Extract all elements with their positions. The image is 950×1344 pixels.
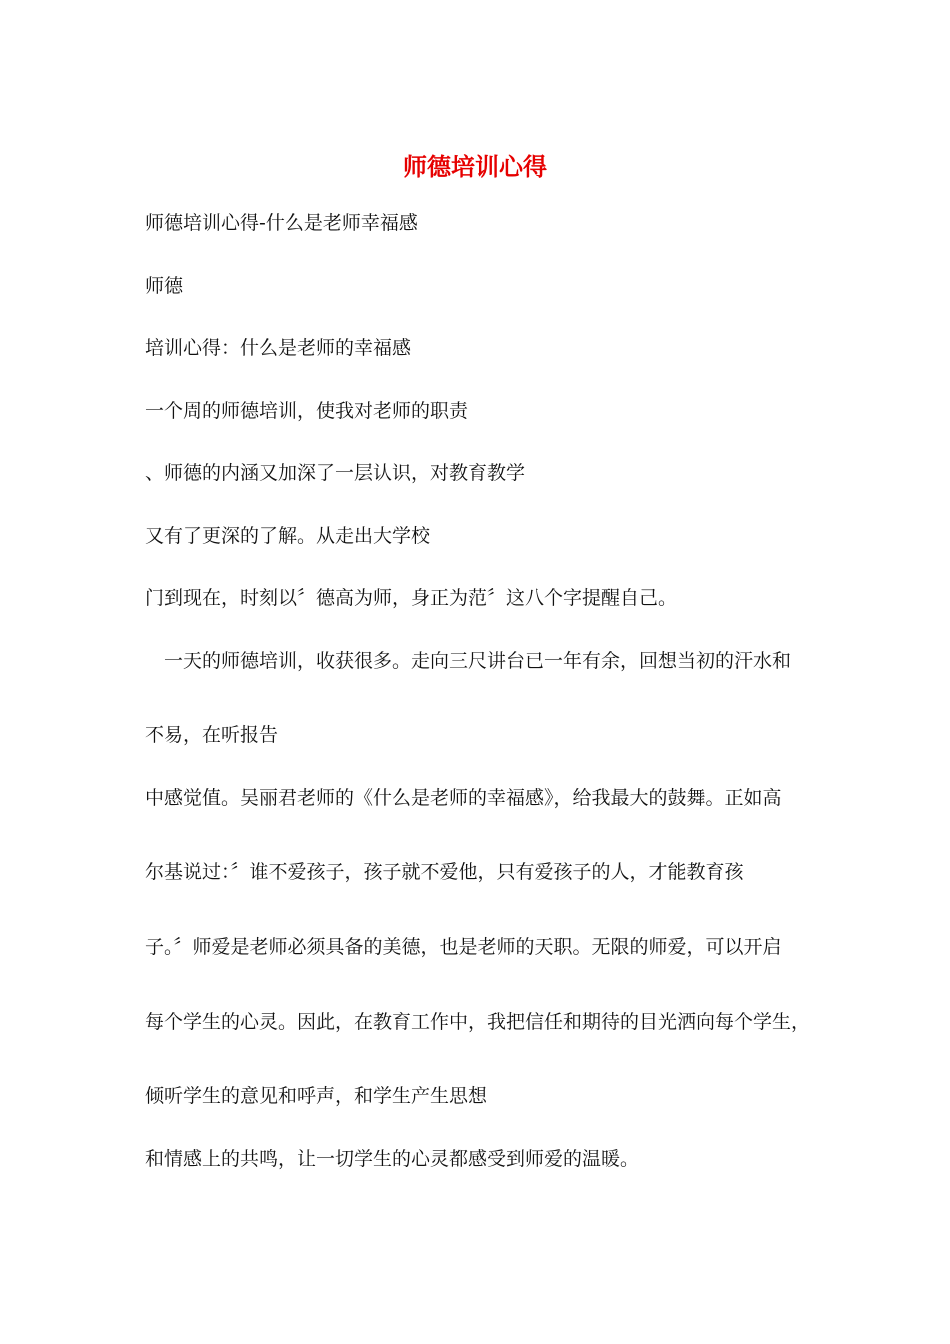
paragraph-line: 师德	[145, 275, 184, 297]
paragraph-line: 子。〞师爱是老师必须具备的美德，也是老师的天职。无限的师爱，可以开启	[145, 936, 782, 958]
paragraph-line: 一个周的师德培训，使我对老师的职责	[145, 400, 469, 422]
paragraph-line: 师德培训心得-什么是老师幸福感	[145, 212, 418, 234]
paragraph-line: 尔基说过：〞谁不爱孩子，孩子就不爱他，只有爱孩子的人，才能教育孩	[145, 861, 744, 883]
paragraph-line: 培训心得：什么是老师的幸福感	[145, 337, 412, 359]
paragraph-line: 一天的师德培训，收获很多。走向三尺讲台已一年有余，回想当初的汗水和	[145, 650, 792, 672]
paragraph-line: 每个学生的心灵。因此，在教育工作中，我把信任和期待的目光洒向每个学生，	[145, 1011, 811, 1033]
paragraph-line: 又有了更深的了解。从走出大学校	[145, 525, 431, 547]
paragraph-line: 门到现在，时刻以〞德高为师，身正为范〞这八个字提醒自己。	[145, 587, 678, 609]
paragraph-line: 、师德的内涵又加深了一层认识，对教育教学	[145, 462, 526, 484]
paragraph-line: 和情感上的共鸣，让一切学生的心灵都感受到师爱的温暖。	[145, 1148, 640, 1170]
paragraph-line: 不易，在听报告	[145, 724, 279, 746]
paragraph-line: 倾听学生的意见和呼声，和学生产生思想	[145, 1085, 488, 1107]
document-title: 师德培训心得	[403, 152, 547, 181]
paragraph-line: 中感觉值。吴丽君老师的《什么是老师的幸福感》，给我最大的鼓舞。正如高	[145, 787, 782, 809]
